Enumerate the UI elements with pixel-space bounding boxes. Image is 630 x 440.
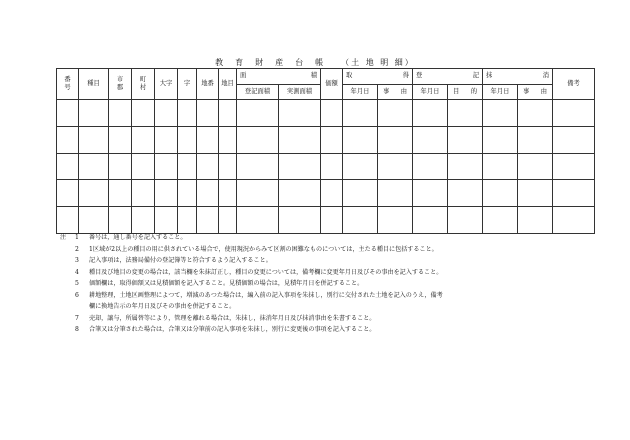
table-cell xyxy=(155,153,178,180)
note-number: 8 xyxy=(75,326,79,334)
table-cell xyxy=(109,126,132,153)
header-no: 番号 xyxy=(57,69,79,100)
note-item xyxy=(60,232,600,244)
note-label xyxy=(60,313,75,325)
table-cell xyxy=(413,207,448,234)
table-cell xyxy=(448,207,483,234)
note-item xyxy=(60,267,600,279)
table-cell xyxy=(197,207,219,234)
note-number: 4 xyxy=(75,268,79,276)
header-area: 面 積 xyxy=(237,69,321,85)
note-item xyxy=(60,278,600,290)
note-item xyxy=(60,255,600,267)
header-registration: 登 記 xyxy=(413,69,483,85)
note-label xyxy=(60,278,75,290)
note-continuation: 欄に換地告示の年月日及びその事由を併記すること。 xyxy=(89,303,236,311)
table-cell xyxy=(553,126,595,153)
table-cell xyxy=(178,126,197,153)
table-cell xyxy=(57,180,79,207)
header-remarks: 備考 xyxy=(553,69,595,100)
table-row xyxy=(57,207,595,234)
header-area-actual: 実測面積 xyxy=(279,85,321,100)
table-cell xyxy=(155,180,178,207)
table-cell xyxy=(448,153,483,180)
table-cell xyxy=(57,207,79,234)
table-cell xyxy=(518,207,553,234)
header-acquisition: 取 得 xyxy=(343,69,413,85)
table-cell xyxy=(279,153,321,180)
note-label xyxy=(60,324,75,336)
header-value: 価額 xyxy=(321,69,343,100)
note-number: 3 xyxy=(75,257,79,265)
note-number: 7 xyxy=(75,314,79,322)
header-reg-date: 年月日 xyxy=(413,85,448,100)
note-text: 売却，譲与，所属替等により，管理を離れる場合は，朱抹し，抹消年月日及び抹消事由を朱書すること。 xyxy=(89,314,376,322)
table-cell xyxy=(483,153,518,180)
table-cell xyxy=(553,153,595,180)
table-cell xyxy=(57,100,79,127)
table-cell xyxy=(378,126,413,153)
table-cell xyxy=(321,126,343,153)
table-cell xyxy=(178,100,197,127)
table-cell xyxy=(237,153,279,180)
table-cell xyxy=(109,207,132,234)
note-item xyxy=(60,324,600,336)
title-main: 教 育 財 産 台 帳 xyxy=(215,58,326,67)
table-cell xyxy=(219,180,237,207)
table-cell xyxy=(79,126,109,153)
table-cell xyxy=(448,180,483,207)
header-acq-reason: 事 由 xyxy=(378,85,413,100)
table-cell xyxy=(378,180,413,207)
table-row xyxy=(57,100,595,127)
header-acq-date: 年月日 xyxy=(343,85,378,100)
table-cell xyxy=(448,100,483,127)
table-cell xyxy=(219,153,237,180)
table-cell xyxy=(518,126,553,153)
header-del-reason: 事 由 xyxy=(518,85,553,100)
table-cell xyxy=(321,207,343,234)
table-cell xyxy=(237,207,279,234)
note-text: 記入事項は，法務局備付の登記簿等と符合するよう記入すること。 xyxy=(89,257,272,265)
note-number: 5 xyxy=(75,280,79,288)
note-label xyxy=(60,290,75,302)
table-row xyxy=(57,126,595,153)
table-cell xyxy=(57,153,79,180)
table-cell xyxy=(132,180,155,207)
table-cell xyxy=(57,126,79,153)
note-label xyxy=(60,255,75,267)
header-deletion: 抹 消 xyxy=(483,69,553,85)
table-cell xyxy=(343,180,378,207)
table-cell xyxy=(79,153,109,180)
table-cell xyxy=(132,100,155,127)
table-cell xyxy=(321,180,343,207)
table-cell xyxy=(518,100,553,127)
ledger-body xyxy=(57,100,595,234)
header-city: 市郡 xyxy=(109,69,132,100)
table-cell xyxy=(79,100,109,127)
table-cell xyxy=(237,180,279,207)
table-cell xyxy=(321,100,343,127)
table-cell xyxy=(518,180,553,207)
table-cell xyxy=(237,126,279,153)
note-text: 耕地整理，土地区画整理によつて，増減のあつた場合は，編入前の記入事項を朱抹し，別行に交付された土地を記入のうえ，備考 xyxy=(89,291,443,299)
table-cell xyxy=(413,100,448,127)
table-cell xyxy=(178,207,197,234)
table-cell xyxy=(132,153,155,180)
table-cell xyxy=(197,126,219,153)
table-cell xyxy=(219,207,237,234)
note-item xyxy=(60,244,600,256)
note-number: 1 xyxy=(75,234,79,241)
table-cell xyxy=(378,207,413,234)
table-cell xyxy=(178,180,197,207)
title-sub: （土 地 明 細） xyxy=(345,58,415,67)
table-cell xyxy=(197,153,219,180)
table-cell xyxy=(483,100,518,127)
note-label: 注 xyxy=(60,234,67,241)
table-cell xyxy=(343,126,378,153)
table-cell xyxy=(321,153,343,180)
header-type: 種目 xyxy=(79,69,109,100)
table-cell xyxy=(413,153,448,180)
table-cell xyxy=(178,153,197,180)
note-item xyxy=(60,290,600,302)
note-text: 番号は，通し番号を記入すること。 xyxy=(89,234,187,241)
note-number: 2 xyxy=(75,245,79,253)
table-cell xyxy=(448,126,483,153)
note-text: 種目及び地目の変更の場合は，該当欄を朱抹訂正し，種目の変更については，備考欄に変更年月日及びその事由を記入すること。 xyxy=(89,268,443,276)
table-cell xyxy=(483,207,518,234)
table-cell xyxy=(109,180,132,207)
header-del-date: 年月日 xyxy=(483,85,518,100)
table-cell xyxy=(132,207,155,234)
header-town: 町村 xyxy=(132,69,155,100)
table-cell xyxy=(483,126,518,153)
table-cell xyxy=(155,100,178,127)
header-land-category: 地目 xyxy=(219,69,237,100)
table-cell xyxy=(219,100,237,127)
table-cell xyxy=(279,180,321,207)
table-cell xyxy=(109,153,132,180)
table-cell xyxy=(279,126,321,153)
table-cell xyxy=(378,100,413,127)
note-label xyxy=(60,244,75,256)
table-cell xyxy=(343,207,378,234)
table-row xyxy=(57,153,595,180)
table-cell xyxy=(518,153,553,180)
table-cell xyxy=(553,207,595,234)
note-text: 1区域が2以上の種目の用に供されている場合で，使用現況からみて区割の困難なものについては，主たる種目に包括すること。 xyxy=(89,245,438,253)
table-cell xyxy=(553,100,595,127)
header-oaza: 大字 xyxy=(155,69,178,100)
table-cell xyxy=(553,180,595,207)
header-reg-purpose: 目 的 xyxy=(448,85,483,100)
table-cell xyxy=(197,180,219,207)
table-cell xyxy=(79,207,109,234)
table-cell xyxy=(343,100,378,127)
table-cell xyxy=(237,100,279,127)
table-cell xyxy=(109,100,132,127)
note-number: 6 xyxy=(75,291,79,299)
table-cell xyxy=(413,126,448,153)
table-cell xyxy=(413,180,448,207)
table-cell xyxy=(343,153,378,180)
document-title xyxy=(0,57,630,68)
notes-section xyxy=(60,232,600,336)
note-label xyxy=(60,267,75,279)
table-cell xyxy=(197,100,219,127)
table-cell xyxy=(483,180,518,207)
note-text: 合筆又は分筆された場合は，合筆又は分筆前の記入事項を朱抹し，別行に変更後の事項を記入すること。 xyxy=(89,326,376,334)
header-area-registered: 登記面積 xyxy=(237,85,279,100)
note-item xyxy=(60,313,600,325)
table-cell xyxy=(279,100,321,127)
table-cell xyxy=(219,126,237,153)
header-lot: 地番 xyxy=(197,69,219,100)
table-cell xyxy=(279,207,321,234)
table-cell xyxy=(378,153,413,180)
table-row xyxy=(57,180,595,207)
ledger-table xyxy=(56,68,595,234)
note-text: 価額欄は，取得価額又は見積価額を記入すること。見積価額の場合は，見積年月日を併記すること。 xyxy=(89,280,364,288)
table-cell xyxy=(155,207,178,234)
header-aza: 字 xyxy=(178,69,197,100)
table-cell xyxy=(79,180,109,207)
table-cell xyxy=(155,126,178,153)
table-cell xyxy=(132,126,155,153)
